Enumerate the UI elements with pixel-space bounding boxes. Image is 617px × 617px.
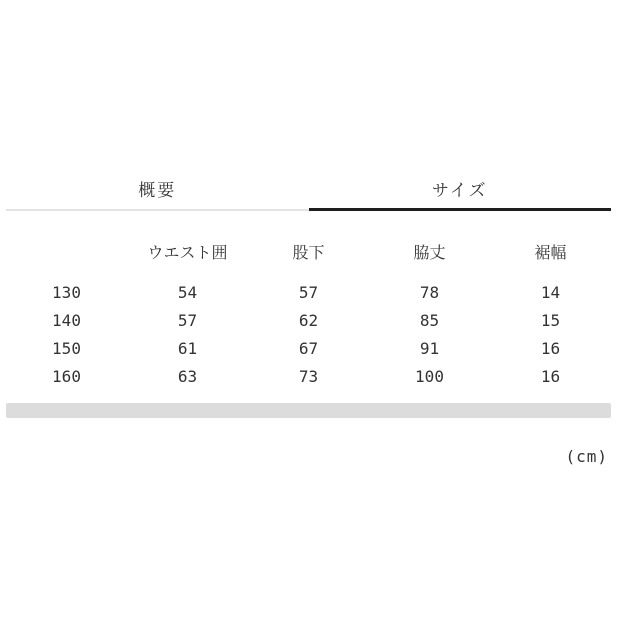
cell-side-length: 91	[419, 339, 440, 358]
column-header-side-length: 脇丈	[413, 243, 446, 262]
row-size-label: 140	[52, 311, 81, 330]
column-header-inseam: 股下	[292, 243, 325, 262]
cell-hem-width: 14	[540, 283, 561, 302]
column-header-waist: ウエスト囲	[147, 243, 228, 262]
cell-hem-width: 16	[540, 367, 561, 386]
tab-overview-label: 概要	[138, 181, 177, 201]
tab-size[interactable]	[309, 168, 612, 211]
size-table-header-row	[6, 243, 611, 263]
table-row	[6, 335, 611, 363]
cell-hem-width: 16	[540, 339, 561, 358]
cell-inseam: 67	[298, 339, 319, 358]
cell-side-length: 85	[419, 311, 440, 330]
cell-waist: 61	[177, 339, 198, 358]
row-size-label: 160	[52, 367, 81, 386]
row-size-label: 150	[52, 339, 81, 358]
cell-side-length: 78	[419, 283, 440, 302]
cell-waist: 57	[177, 311, 198, 330]
row-size-label: 130	[52, 283, 81, 302]
tab-bar	[6, 168, 611, 211]
horizontal-scrollbar-track[interactable]	[6, 403, 611, 418]
column-header-hem-width: 裾幅	[534, 243, 567, 262]
cell-inseam: 62	[298, 311, 319, 330]
cell-inseam: 73	[298, 367, 319, 386]
tab-overview[interactable]	[6, 168, 309, 211]
table-row	[6, 363, 611, 391]
cell-waist: 54	[177, 283, 198, 302]
cell-waist: 63	[177, 367, 198, 386]
unit-note: (cm)	[565, 447, 608, 466]
cell-side-length: 100	[415, 367, 444, 386]
horizontal-scrollbar-thumb[interactable]	[6, 403, 611, 418]
size-column-header-spacer	[6, 243, 127, 263]
cell-inseam: 57	[298, 283, 319, 302]
table-row	[6, 307, 611, 335]
cell-hem-width: 15	[540, 311, 561, 330]
table-row	[6, 279, 611, 307]
tab-size-label: サイズ	[431, 180, 488, 201]
